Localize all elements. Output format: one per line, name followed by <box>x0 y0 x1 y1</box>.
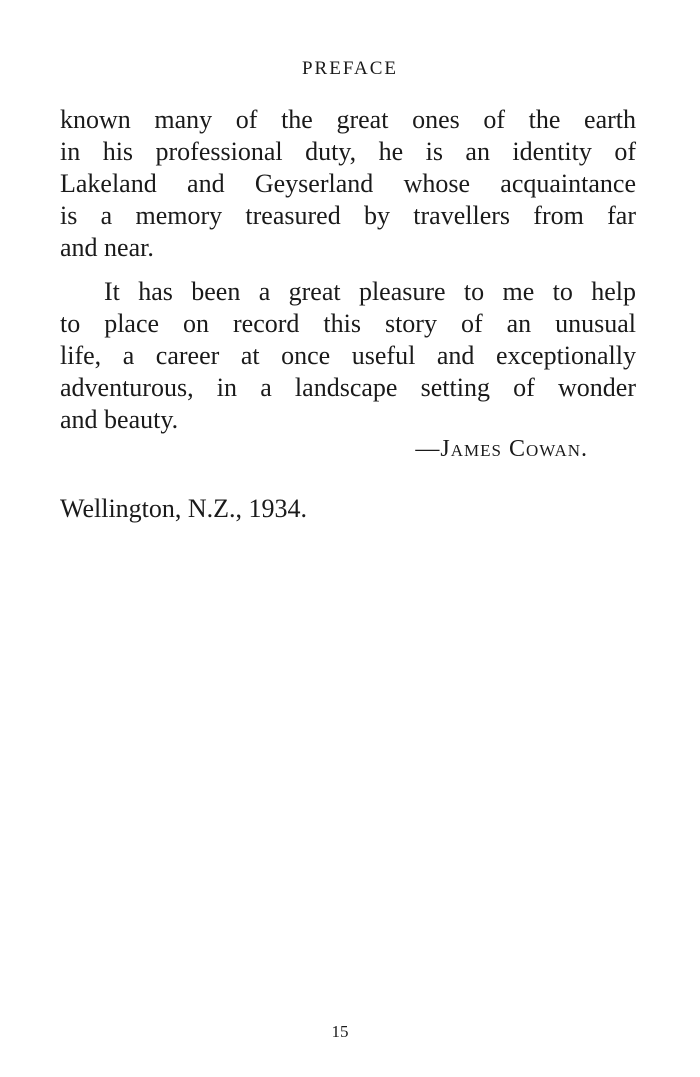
paragraph-line: and beauty. <box>60 405 179 434</box>
paragraph-line: is a memory treasured by travellers from far <box>60 201 636 230</box>
place-and-date: Wellington, N.Z., 1934. <box>60 494 308 523</box>
paragraph-line: Lakeland and Geyserland whose acquaintance <box>60 169 636 198</box>
paragraph-line: in his professional duty, he is an identity of <box>60 137 636 166</box>
paragraph-line: and near. <box>60 233 154 262</box>
paragraph-line: life, a career at once useful and exceptionally <box>60 341 636 370</box>
page-number: 15 <box>331 1022 349 1041</box>
paragraph-line: to place on record this story of an unusual <box>60 309 636 338</box>
paragraph-line: It has been a great pleasure to me to help <box>104 277 636 306</box>
paragraph-line: known many of the great ones of the earth <box>60 105 636 134</box>
paragraph-line: adventurous, in a landscape setting of wonder <box>60 373 636 402</box>
running-head: PREFACE <box>301 58 398 79</box>
author-signature: —James Cowan. <box>415 436 588 462</box>
